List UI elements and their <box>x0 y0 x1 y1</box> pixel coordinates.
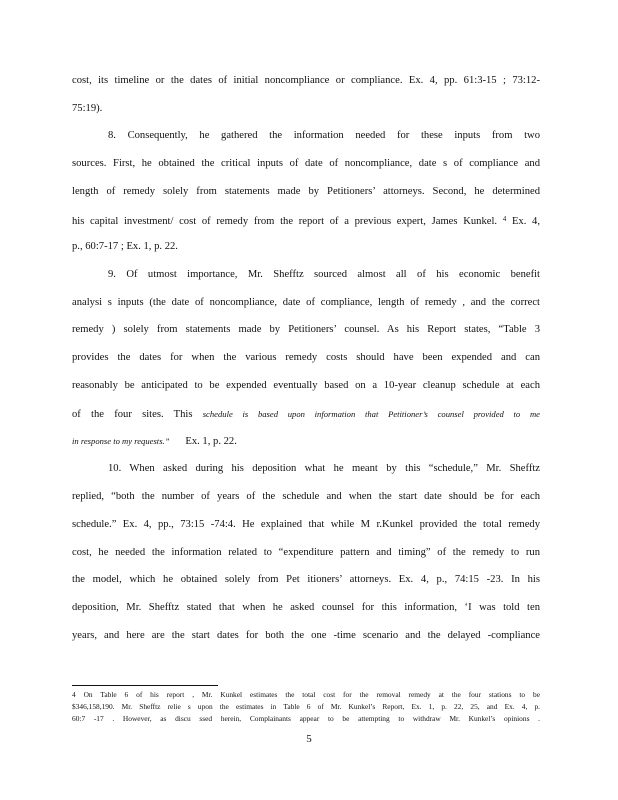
footnote-separator <box>72 685 218 686</box>
quoted-italic-text: in response to my requests.” <box>72 436 170 446</box>
paragraph-8-line: 8. Consequently, he gathered the information needed for these inputs from two <box>108 130 540 141</box>
body-text: his capital investment/ cost of remedy from the report of a previous expert, James Kunkel. <box>72 216 498 227</box>
body-line: 75:19). <box>72 103 103 114</box>
citation-text: Ex. 1, p. 22. <box>185 436 237 447</box>
body-line: analysi s inputs (the date of noncompliance, date of compliance, length of remedy , and the correct <box>72 297 540 308</box>
body-text: of the four sites. This <box>72 409 193 420</box>
footnote-line: 60:7 -17 . However, as discu ssed herein, Complainants appear to be attempting to withdraw Mr. Kunkel’s opinions . <box>72 714 540 723</box>
quoted-italic-text: schedule is based upon information that Petitioner’s counsel provided to me <box>202 409 540 419</box>
body-line <box>72 407 540 422</box>
footnote-line: $346,158,190. Mr. Shefftz relie s upon the estimates in Table 6 of Mr. Kunkel’s Report, Ex. 1, p. 22, 25, and Ex. 4, p. <box>72 702 540 711</box>
body-line <box>72 434 540 449</box>
body-line: schedule.” Ex. 4, pp., 73:15 -74:4. He explained that while M r.Kunkel provided the total remedy <box>72 519 540 530</box>
body-line: years, and here are the start dates for both the one -time scenario and the delayed -compliance <box>72 630 540 641</box>
footnote-line: 4 On Table 6 of his report , Mr. Kunkel estimates the total cost for the removal remedy at the four stations to be <box>72 690 540 699</box>
body-line: reasonably be anticipated to be expended eventually based on a 10-year cleanup schedule at each <box>72 380 540 391</box>
body-line: provides the dates for when the various remedy costs should have been expended and can <box>72 352 540 363</box>
body-text: Ex. 4, <box>511 216 541 227</box>
body-line: the model, which he obtained solely from Pet itioners’ attorneys. Ex. 4, p., 74:15 -23. In his <box>72 574 540 585</box>
body-line: replied, “both the number of years of the schedule and when the start date should be for each <box>72 491 540 502</box>
body-line: deposition, Mr. Shefftz stated that when he asked counsel for this information, ‘I was told ten <box>72 602 540 613</box>
paragraph-10-line: 10. When asked during his deposition what he meant by this “schedule,” Mr. Shefftz <box>108 463 540 474</box>
body-line: cost, he needed the information related to “expenditure pattern and timing” of the remedy to run <box>72 547 540 558</box>
body-line <box>72 212 540 229</box>
body-line: remedy ) solely from statements made by Petitioners’ counsel. As his Report states, “Table 3 <box>72 324 540 335</box>
body-line: cost, its timeline or the dates of initial noncompliance or compliance. Ex. 4, pp. 61:3-15 ; 73:12- <box>72 75 540 86</box>
body-line: length of remedy solely from statements made by Petitioners’ attorneys. Second, he determined <box>72 186 540 197</box>
paragraph-9-line: 9. Of utmost importance, Mr. Shefftz sourced almost all of his economic benefit <box>108 269 540 280</box>
body-line: p., 60:7-17 ; Ex. 1, p. 22. <box>72 241 178 252</box>
body-line: sources. First, he obtained the critical inputs of date of noncompliance, date s of compliance and <box>72 158 540 169</box>
footnote-marker: 4 <box>502 215 507 223</box>
page-number: 5 <box>306 733 312 745</box>
